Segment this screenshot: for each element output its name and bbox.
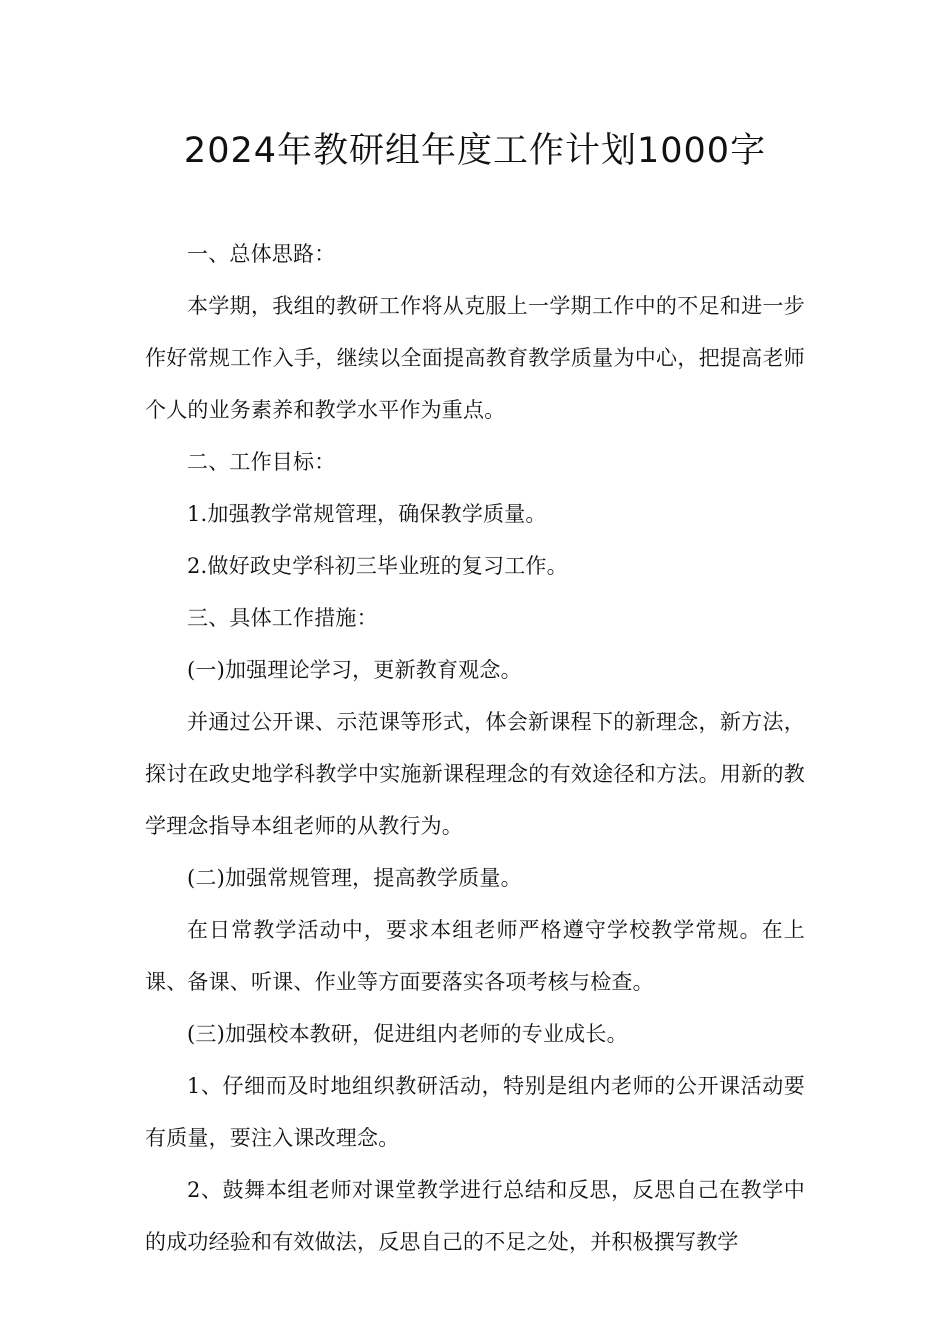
- subheading-theory-study: (一)加强理论学习，更新教育观念。: [187, 658, 522, 682]
- heading-specific-measures: 三、具体工作措施：: [187, 606, 378, 630]
- paragraph-overall-approach: 本学期，我组的教研工作将从克服上一学期工作中的不足和进一步作好常规工作入手，继续以全面提高教育教学质量为中心，把提高老师个人的业务素养和教学水平作为重点。: [145, 294, 805, 422]
- paragraph-routine-management: 在日常教学活动中，要求本组老师严格遵守学校教学常规。在上课、备课、听课、作业等方面要落实各项考核与检查。: [145, 918, 805, 994]
- paragraph-theory-study: 并通过公开课、示范课等形式，体会新课程下的新理念，新方法，探讨在政史地学科教学中实施新课程理念的有效途径和方法。用新的教学理念指导本组老师的从教行为。: [145, 710, 805, 838]
- heading-work-goals: 二、工作目标：: [187, 450, 336, 474]
- goal-item-1: 1.加强教学常规管理，确保教学质量。: [187, 502, 547, 526]
- subheading-routine-management: (二)加强常规管理，提高教学质量。: [187, 866, 522, 890]
- paragraph-research-item-1: 1、仔细而及时地组织教研活动，特别是组内老师的公开课活动要有质量，要注入课改理念。: [145, 1074, 805, 1150]
- goal-item-2: 2.做好政史学科初三毕业班的复习工作。: [187, 554, 568, 578]
- document-body: [145, 228, 805, 1268]
- paragraph-research-item-2: 2、鼓舞本组老师对课堂教学进行总结和反思，反思自己在教学中的成功经验和有效做法，反思自己的不足之处，并积极撰写教学: [145, 1178, 805, 1254]
- document-title: 2024年教研组年度工作计划1000字: [183, 131, 767, 171]
- heading-overall-approach: 一、总体思路：: [187, 242, 336, 266]
- subheading-school-research: (三)加强校本教研，促进组内老师的专业成长。: [187, 1022, 628, 1046]
